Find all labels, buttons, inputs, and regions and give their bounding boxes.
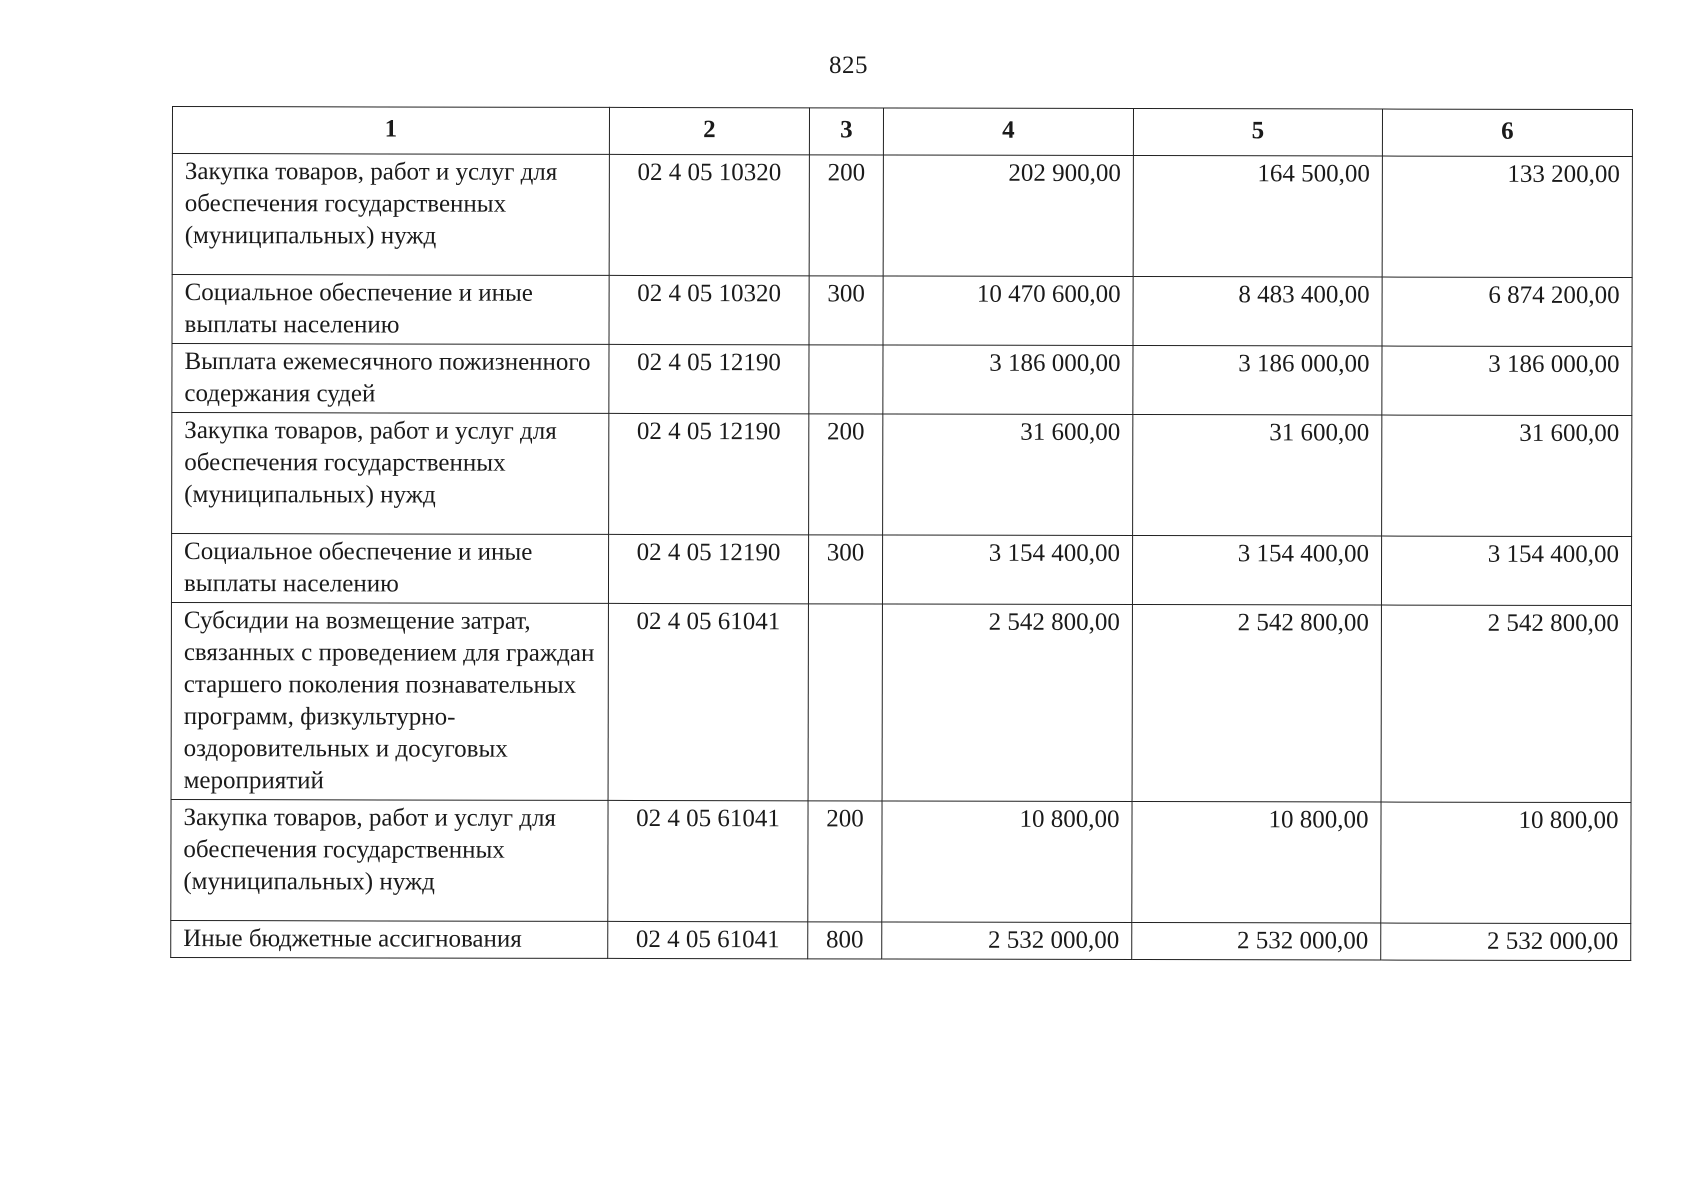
table-row: [171, 799, 1631, 923]
row-amount-6: 10 800,00: [1381, 802, 1631, 924]
row-amount-5: 2 542 800,00: [1132, 605, 1381, 803]
row-amount-4: 31 600,00: [883, 414, 1133, 536]
row-amount-6: 133 200,00: [1382, 156, 1632, 278]
row-amount-5: 2 532 000,00: [1132, 923, 1381, 961]
table-header-row: [172, 107, 1632, 157]
row-name: Социальное обеспечение и иные выплаты населению: [172, 275, 609, 345]
row-expense-type: 200: [808, 801, 882, 922]
row-amount-4: 3 186 000,00: [883, 345, 1133, 415]
row-name: Закупка товаров, работ и услуг для обеспечения государственных (муниципальных) нужд: [172, 154, 609, 276]
row-name: Закупка товаров, работ и услуг для обеспечения государственных (муниципальных) нужд: [172, 413, 609, 535]
row-target-code: 02 4 05 10320: [609, 154, 809, 275]
row-amount-4: 10 800,00: [882, 801, 1132, 923]
column-header-3: 3: [809, 108, 883, 155]
row-expense-type: [809, 345, 883, 414]
column-header-1: 1: [172, 107, 609, 155]
row-expense-type: 300: [809, 276, 883, 345]
column-header-4: 4: [883, 108, 1133, 156]
budget-table-wrapper: [170, 106, 1632, 961]
table-row: [171, 920, 1631, 960]
row-expense-type: [808, 604, 882, 801]
budget-table: [170, 106, 1633, 961]
row-target-code: 02 4 05 12190: [609, 344, 809, 413]
column-header-6: 6: [1382, 109, 1632, 157]
page-number: 825: [829, 52, 868, 79]
row-target-code: 02 4 05 61041: [608, 921, 808, 958]
row-amount-4: 202 900,00: [883, 155, 1133, 277]
row-expense-type: 200: [809, 155, 883, 276]
row-amount-4: 10 470 600,00: [883, 276, 1133, 346]
row-amount-5: 31 600,00: [1133, 415, 1382, 537]
row-target-code: 02 4 05 10320: [609, 275, 809, 344]
table-row: [171, 534, 1631, 606]
row-amount-6: 6 874 200,00: [1382, 277, 1632, 347]
column-header-5: 5: [1133, 109, 1382, 157]
row-amount-5: 8 483 400,00: [1133, 277, 1382, 347]
row-name: Закупка товаров, работ и услуг для обеспечения государственных (муниципальных) нужд: [171, 799, 608, 921]
row-name: Выплата ежемесячного пожизненного содержания судей: [172, 344, 609, 414]
row-target-code: 02 4 05 12190: [609, 413, 809, 534]
column-header-2: 2: [609, 107, 809, 154]
table-row: [172, 275, 1632, 347]
row-amount-6: 3 154 400,00: [1381, 536, 1631, 606]
row-amount-5: 164 500,00: [1133, 156, 1382, 278]
row-amount-4: 3 154 400,00: [882, 535, 1132, 605]
row-name: Социальное обеспечение и иные выплаты населению: [171, 534, 608, 604]
row-amount-6: 3 186 000,00: [1382, 346, 1632, 416]
row-name: Иные бюджетные ассигнования: [171, 920, 608, 958]
row-expense-type: 200: [809, 414, 883, 535]
table-row: [172, 344, 1632, 416]
table-row: [172, 413, 1632, 537]
row-amount-5: 3 154 400,00: [1132, 536, 1381, 606]
row-amount-6: 31 600,00: [1382, 415, 1632, 537]
table-row: [171, 602, 1631, 802]
row-amount-5: 3 186 000,00: [1133, 346, 1382, 416]
row-expense-type: 800: [808, 922, 882, 959]
row-amount-6: 2 532 000,00: [1381, 923, 1631, 961]
row-amount-4: 2 532 000,00: [882, 922, 1132, 960]
row-target-code: 02 4 05 61041: [608, 800, 808, 921]
table-row: [172, 154, 1632, 278]
row-target-code: 02 4 05 61041: [608, 603, 808, 800]
row-expense-type: 300: [808, 535, 882, 604]
row-target-code: 02 4 05 12190: [608, 534, 808, 603]
row-amount-6: 2 542 800,00: [1381, 605, 1631, 803]
row-name: Субсидии на возмещение затрат, связанных с проведением для граждан старшего поколения познавательных программ, физкультурно-оздоровительных и досуговых мероприятий: [171, 602, 608, 800]
row-amount-5: 10 800,00: [1132, 802, 1381, 924]
row-amount-4: 2 542 800,00: [882, 604, 1132, 802]
